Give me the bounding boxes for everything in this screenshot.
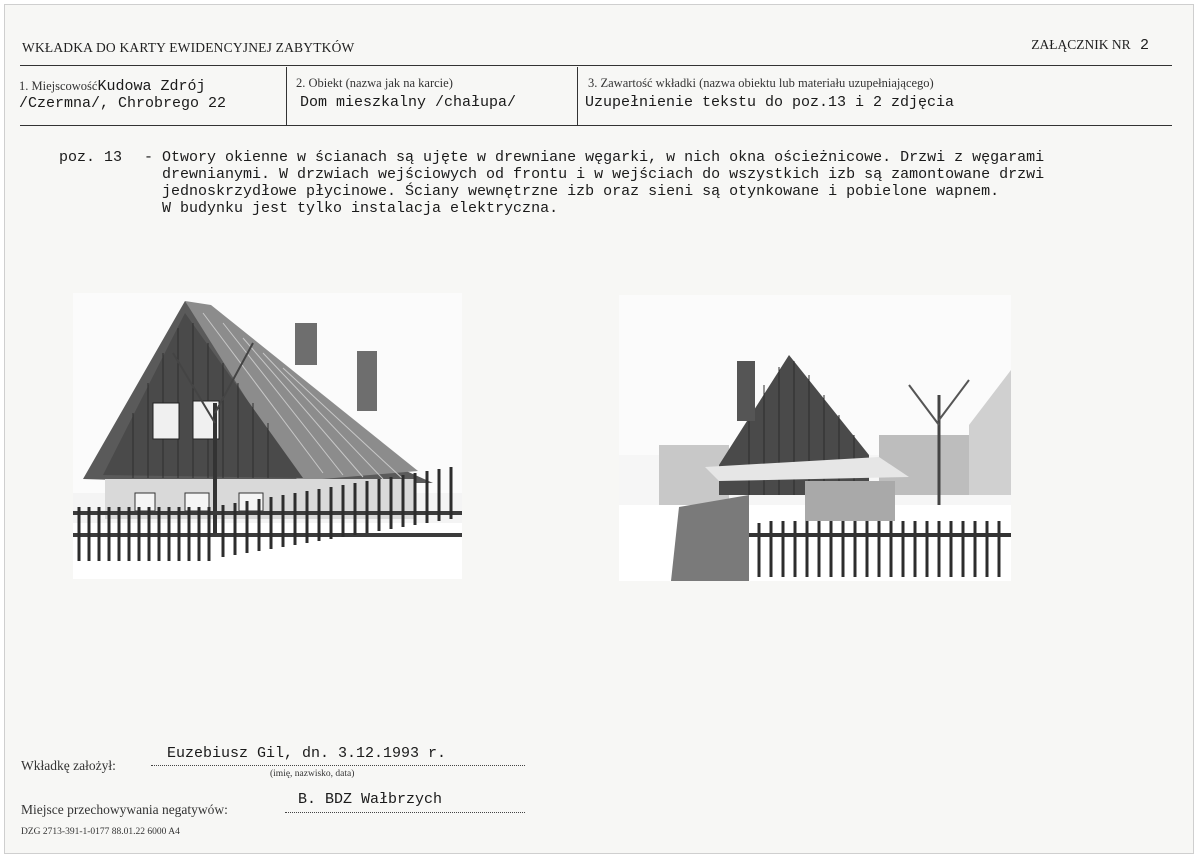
description-lines	[144, 149, 1044, 217]
description-line: - Otwory okienne w ścianach są ujęte w drewniane węgarki, w nich okna ościeżnicowe. Drzwi z węgarami	[144, 149, 1045, 166]
position-number: poz. 13	[59, 149, 123, 166]
object-label: 2. Obiekt (nazwa jak na karcie)	[296, 76, 453, 90]
attachment-label: ZAŁĄCZNIK NR	[1031, 37, 1131, 52]
negatives-value: B. BDZ Wałbrzych	[298, 791, 443, 808]
founder-label: Wkładkę założył:	[21, 758, 116, 773]
contents-label: 3. Zawartość wkładki (nazwa obiektu lub materiału uzupełniającego)	[588, 76, 934, 90]
house-side-image	[619, 295, 1011, 581]
location-label: 1. Miejscowość	[19, 79, 98, 93]
print-code: DZG 2713-391-1-0177 88.01.22 6000 A4	[21, 827, 180, 837]
photo-house-front	[73, 293, 462, 579]
location-field	[19, 77, 206, 95]
record-insert-page	[4, 4, 1194, 854]
header-rule-bottom	[20, 125, 1172, 126]
founder-value: Euzebiusz Gil, dn. 3.12.1993 r.	[167, 745, 447, 762]
description-block	[59, 149, 1044, 217]
contents-value: Uzupełnienie tekstu do poz.13 i 2 zdjęcia	[585, 94, 955, 111]
form-title: WKŁADKA DO KARTY EWIDENCYJNEJ ZABYTKÓW	[22, 40, 355, 55]
object-value: Dom mieszkalny /chałupa/	[300, 94, 517, 111]
description-line: drewnianymi. W drzwiach wejściowych od frontu i w wejściach do wszystkich izb są zamontowane drzwi	[144, 166, 1045, 183]
photo-house-side	[619, 295, 1011, 581]
attachment-number	[1031, 37, 1149, 54]
founder-hint: (imię, nazwisko, data)	[270, 769, 355, 779]
attachment-number-value: 2	[1139, 37, 1149, 54]
column-divider-1	[286, 67, 287, 125]
description-line: jednoskrzydłowe płycinowe. Ściany wewnętrzne izb oraz sieni są otynkowane i pobielone wapnem.	[144, 183, 1000, 200]
location-value-line2: /Czermna/, Chrobrego 22	[19, 95, 227, 112]
negatives-line	[285, 812, 525, 813]
negatives-label: Miejsce przechowywania negatywów:	[21, 802, 228, 817]
founder-line	[151, 765, 525, 766]
house-front-image	[73, 293, 462, 579]
description-line: W budynku jest tylko instalacja elektryczna.	[144, 200, 559, 217]
column-divider-2	[577, 67, 578, 125]
header-rule-top	[20, 65, 1172, 66]
location-value-line1: Kudowa Zdrój	[97, 78, 206, 95]
